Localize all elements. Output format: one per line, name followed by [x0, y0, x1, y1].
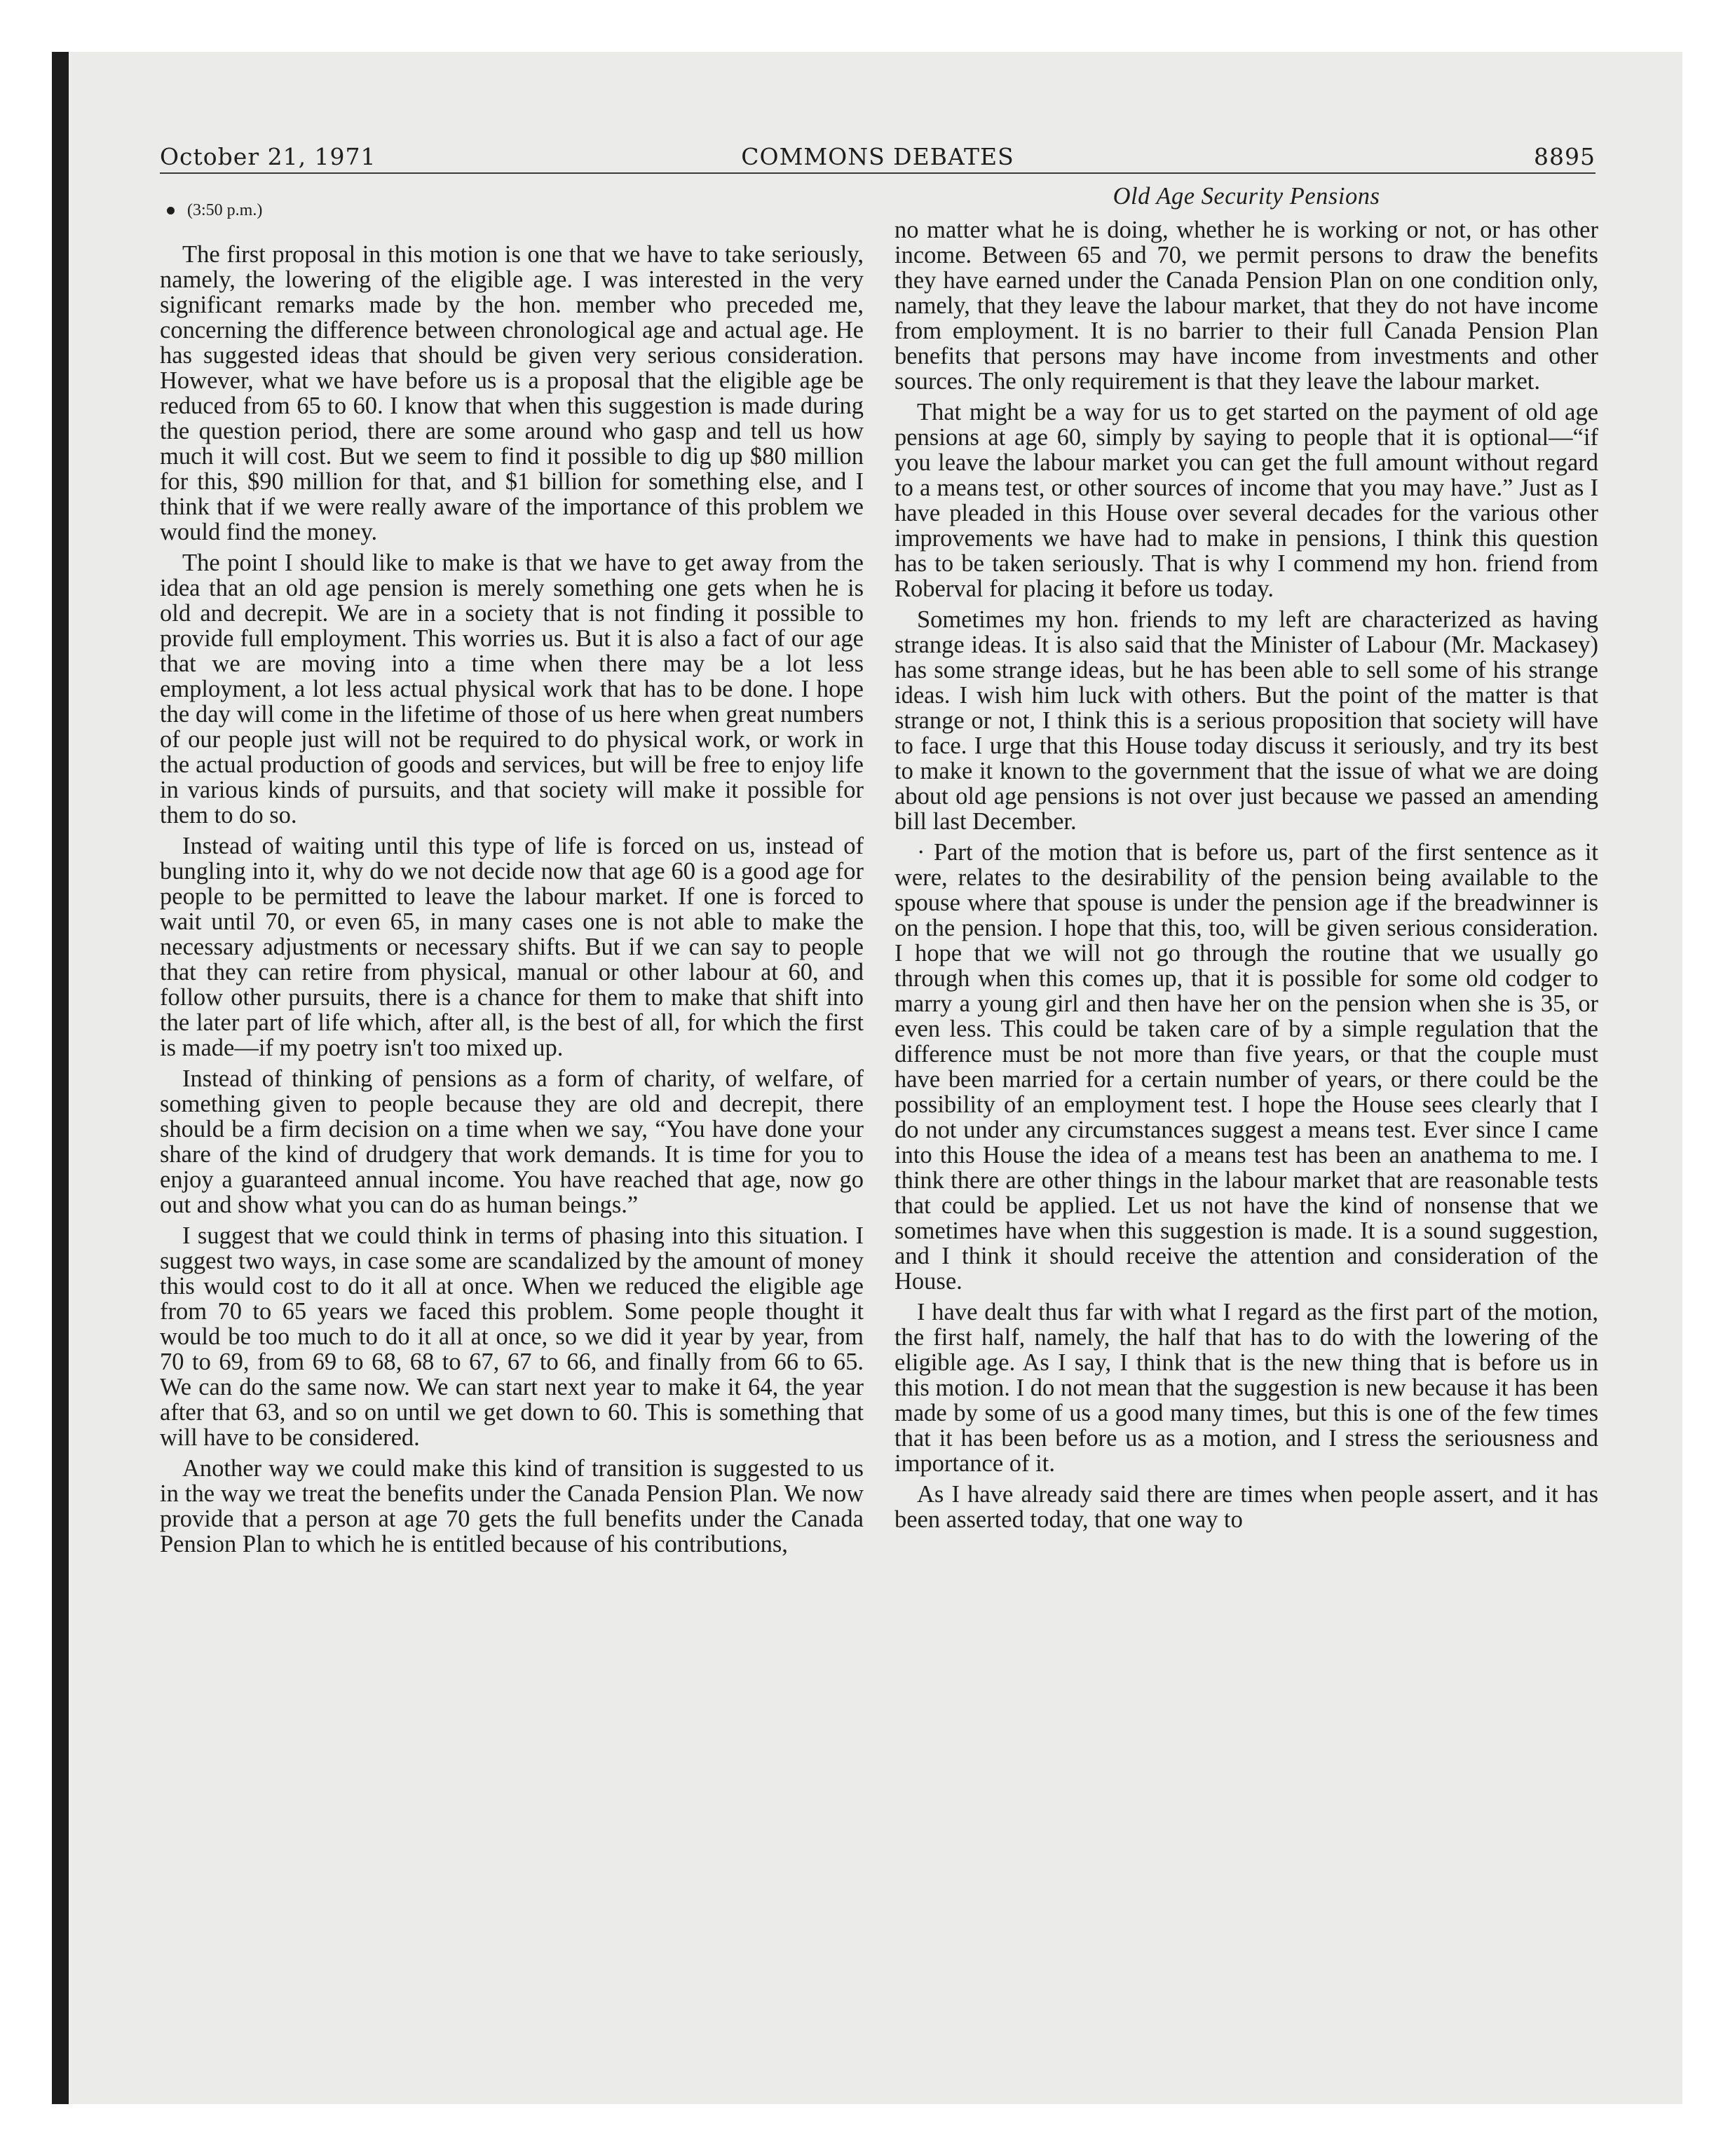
running-head: Old Age Security Pensions — [1113, 183, 1380, 210]
right-column — [894, 183, 1598, 1538]
paragraph: Another way we could make this kind of transition is suggested to us in the way we treat the benefits under the Canada Pension Plan. We now provide that a person at age 70 gets the full benefits under the Canada Pension Plan to which he is entitled because of his contributions, — [160, 1455, 864, 1557]
left-column — [160, 196, 864, 1562]
paragraph: Sometimes my hon. friends to my left are characterized as having strange ideas. It is also said that the Minister of Labour (Mr. Mackasey) has some strange ideas, but he has been able to sell some of his strange ideas. I wish him luck with others. But the point of the matter is that strange or not, I think this is a serious proposition that society will have to face. I urge that this House today discuss it seriously, and try its best to make it known to the government that the issue of what we are doing about old age pensions is not over just because we passed an amending bill last December. — [894, 606, 1598, 835]
paragraph-continuation: no matter what he is doing, whether he is working or not, or has other income. Between 65 and 70, we permit persons to draw the benefits they have earned under the Canada Pension Plan on one condition only, namely, that they leave the labour market, that they do not have income from employment. It is no barrier to their full Canada Pension Plan benefits that persons may have income from investments and other sources. The only requirement is that they leave the labour market. — [894, 217, 1598, 395]
timestamp: (3:50 p.m.) — [187, 201, 263, 219]
header-date: October 21, 1971 — [160, 143, 376, 170]
paragraph: I have dealt thus far with what I regard as the first part of the motion, the first half, namely, the half that has to do with the lowering of the eligible age. As I say, I think that is the new thing that is before us in this motion. I do not mean that the suggestion is new because it has been made by some of us a good many times, but this is one of the few times that it has been before us as a motion, and I stress the seriousness and importance of it. — [894, 1299, 1598, 1477]
paragraph: That might be a way for us to get started on the payment of old age pensions at age 60, simply by saying to people that it is optional—“if you leave the labour market you can get the full amount without regard to a means test, or other sources of income that you may have.” Just as I have pleaded in this House over several decades for the various other improvements we have had to make in pensions, I think this question has to be taken seriously. That is why I commend my hon. friend from Roberval for placing it before us today. — [894, 399, 1598, 602]
header-title: COMMONS DEBATES — [741, 143, 1014, 170]
document-page — [69, 52, 1682, 2104]
bullet-icon — [167, 207, 175, 214]
paragraph: Instead of waiting until this type of life is forced on us, instead of bungling into it, why do we not decide now that age 60 is a good age for people to be permitted to leave the labour market. If one is forced to wait until 70, or even 65, in many cases one is not able to make the necessary adjustments or necessary shifts. But if we can say to people that they can retire from physical, manual or other labour at 60, and follow other pursuits, there is a chance for them to make that shift into the later part of life which, after all, is the best of all, for which the first is made—if my poetry isn't too mixed up. — [160, 833, 864, 1061]
paragraph: Instead of thinking of pensions as a form of charity, of welfare, of something given to people because they are old and decrepit, there should be a firm decision on a time when we say, “You have done your share of the kind of drudgery that work demands. It is time for you to enjoy a guaranteed annual income. You have reached that age, now go out and show what you can do as human beings.” — [160, 1065, 864, 1218]
paragraph: The first proposal in this motion is one that we have to take seriously, namely, the lowering of the eligible age. I was interested in the very significant remarks made by the hon. member who preceded me, concerning the difference between chronological age and actual age. He has suggested ideas that should be given very serious consideration. However, what we have before us is a proposal that the eligible age be reduced from 65 to 60. I know that when this suggestion is made during the question period, there are some around who gasp and tell us how much it will cost. But we seem to find it possible to dig up $80 million for this, $90 million for that, and $1 billion for something else, and I think that if we were really aware of the importance of this problem we would find the money. — [160, 241, 864, 545]
page-number: 8895 — [1534, 143, 1595, 170]
timestamp-line — [167, 200, 864, 221]
page-header — [160, 142, 1595, 174]
paragraph: I suggest that we could think in terms of phasing into this situation. I suggest two ways, in case some are scandalized by the amount of money this would cost to do it all at once. When we reduced the eligible age from 70 to 65 years we faced this problem. Some people thought it would be too much to do it all at once, so we did it year by year, from 70 to 69, from 69 to 68, 68 to 67, 67 to 66, and finally from 66 to 65. We can do the same now. We can start next year to make it 64, the year after that 63, and so on until we get down to 60. This is something that will have to be considered. — [160, 1222, 864, 1451]
paragraph: As I have already said there are times when people assert, and it has been asserted today, that one way to — [894, 1481, 1598, 1533]
paragraph: The point I should like to make is that we have to get away from the idea that an old age pension is merely something one gets when he is old and decrepit. We are in a society that is not finding it possible to provide full employment. This worries us. But it is also a fact of our age that we are moving into a time when there may be a lot less employment, a lot less actual physical work that has to be done. I hope the day will come in the lifetime of those of us here when great numbers of our people just will not be required to do physical work, or work in the actual production of goods and services, but will be free to enjoy life in various kinds of pursuits, and that society will make it possible for them to do so. — [160, 550, 864, 828]
paragraph: · Part of the motion that is before us, part of the first sentence as it were, relates to the desirability of the pension being available to the spouse where that spouse is under the pension age if the breadwinner is on the pension. I hope that this, too, will be given serious consideration. I hope that we will not go through the routine that we usually go through when this comes up, that it is possible for some old codger to marry a young girl and then have her on the pension when she is 35, or even less. This could be taken care of by a simple regulation that the difference must be not more than five years, or that the couple must have been married for a certain number of years, or there could be the possibility of an employment test. I hope the House sees clearly that I do not under any circumstances suggest a means test. Ever since I came into this House the idea of a means test has been an anathema to me. I think there are other things in the labour market that are reasonable tests that could be applied. Let us not have the kind of nonsense that we sometimes have when this suggestion is made. It is a sound suggestion, and I think it should receive the attention and consideration of the House. — [894, 839, 1598, 1295]
